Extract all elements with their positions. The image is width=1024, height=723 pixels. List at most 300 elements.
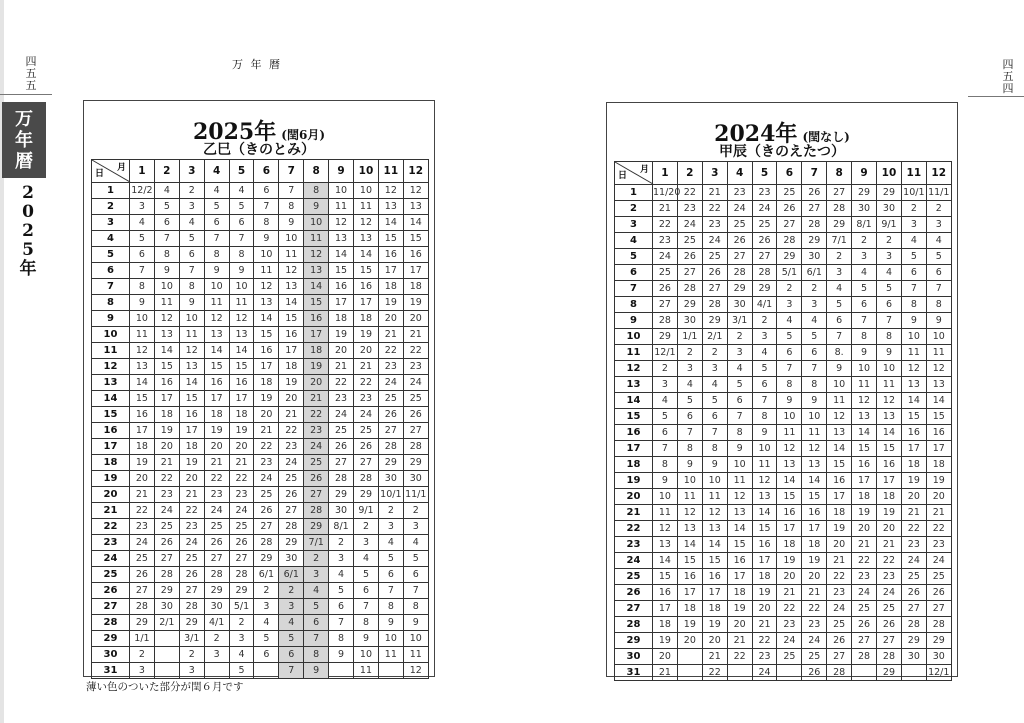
lunar-date-cell: 7 xyxy=(204,231,229,247)
lunar-date-cell: 30 xyxy=(279,551,304,567)
lunar-date-cell: 7 xyxy=(727,409,752,425)
lunar-date-cell: 28 xyxy=(852,649,877,665)
lunar-date-cell: 28 xyxy=(827,665,852,681)
lunar-date-cell: 9/1 xyxy=(877,217,902,233)
lunar-date-cell xyxy=(154,647,179,663)
lunar-date-cell: 12 xyxy=(802,441,827,457)
lunar-date-cell: 14 xyxy=(329,247,354,263)
table-row xyxy=(92,263,429,279)
lunar-date-cell: 29 xyxy=(204,583,229,599)
lunar-date-cell: 21 xyxy=(179,487,204,503)
table-corner-header xyxy=(92,160,130,183)
lunar-date-cell: 5 xyxy=(752,361,777,377)
lunar-date-cell: 5 xyxy=(130,231,155,247)
lunar-date-cell: 15 xyxy=(204,359,229,375)
lunar-date-cell: 19 xyxy=(877,505,902,521)
lunar-date-cell: 4 xyxy=(154,183,179,199)
lunar-date-cell xyxy=(677,665,702,681)
lunar-date-cell: 10 xyxy=(154,279,179,295)
lunar-date-cell: 15 xyxy=(378,231,403,247)
table-row xyxy=(92,599,429,615)
lunar-date-cell: 17 xyxy=(926,441,951,457)
lunar-date-cell: 14 xyxy=(877,425,902,441)
lunar-date-cell: 8 xyxy=(154,247,179,263)
section-tab-char: 年 xyxy=(15,129,33,151)
table-row xyxy=(615,489,952,505)
day-label: 17 xyxy=(92,439,130,455)
lunar-date-cell: 19 xyxy=(653,633,678,649)
lunar-date-cell: 15 xyxy=(653,569,678,585)
lunar-date-cell: 23 xyxy=(254,455,279,471)
day-label: 9 xyxy=(92,311,130,327)
lunar-date-cell: 11 xyxy=(229,295,254,311)
lunar-date-cell: 6 xyxy=(204,215,229,231)
lunar-date-cell: 11 xyxy=(852,377,877,393)
day-label: 23 xyxy=(615,537,653,553)
lunar-date-cell: 11 xyxy=(279,247,304,263)
lunar-date-cell: 29 xyxy=(329,487,354,503)
lunar-date-cell: 29 xyxy=(304,519,329,535)
lunar-date-cell: 9 xyxy=(130,295,155,311)
lunar-date-cell: 27 xyxy=(777,217,802,233)
lunar-date-cell: 29 xyxy=(130,615,155,631)
lunar-date-cell: 21 xyxy=(802,585,827,601)
table-row xyxy=(615,649,952,665)
lunar-date-cell: 10 xyxy=(279,231,304,247)
lunar-date-cell: 8/1 xyxy=(329,519,354,535)
lunar-date-cell: 14 xyxy=(279,295,304,311)
lunar-date-cell: 26 xyxy=(802,665,827,681)
lunar-date-cell: 21 xyxy=(777,585,802,601)
lunar-date-cell: 30 xyxy=(154,599,179,615)
lunar-date-cell: 7 xyxy=(926,281,951,297)
lunar-date-cell: 5 xyxy=(403,551,428,567)
lunar-date-cell xyxy=(329,663,354,679)
lunar-date-cell: 14 xyxy=(802,473,827,489)
lunar-date-cell: 19 xyxy=(354,327,379,343)
lunar-date-cell: 5 xyxy=(279,631,304,647)
lunar-date-cell: 15 xyxy=(229,359,254,375)
lunar-date-cell: 23 xyxy=(154,487,179,503)
day-label: 21 xyxy=(92,503,130,519)
lunar-date-cell: 21 xyxy=(329,359,354,375)
lunar-date-cell: 23 xyxy=(926,537,951,553)
lunar-date-cell: 21 xyxy=(901,505,926,521)
table-row xyxy=(615,601,952,617)
table-row xyxy=(615,393,952,409)
lunar-date-cell: 22 xyxy=(329,375,354,391)
table-row xyxy=(92,471,429,487)
lunar-date-cell: 9 xyxy=(279,215,304,231)
lunar-date-cell: 4 xyxy=(852,265,877,281)
lunar-date-cell: 18 xyxy=(852,489,877,505)
lunar-date-cell: 24 xyxy=(653,249,678,265)
lunar-date-cell: 3 xyxy=(254,599,279,615)
lunar-date-cell: 3 xyxy=(279,599,304,615)
day-label: 31 xyxy=(615,665,653,681)
lunar-date-cell: 4 xyxy=(229,647,254,663)
lunar-date-cell: 22 xyxy=(130,503,155,519)
lunar-date-cell: 7 xyxy=(378,583,403,599)
lunar-date-cell: 17 xyxy=(229,391,254,407)
day-label: 25 xyxy=(615,569,653,585)
month-header: 7 xyxy=(279,160,304,183)
lunar-date-cell: 17 xyxy=(179,423,204,439)
lunar-date-cell: 5 xyxy=(154,199,179,215)
lunar-date-cell: 6 xyxy=(229,215,254,231)
day-label: 19 xyxy=(615,473,653,489)
lunar-date-cell: 25 xyxy=(378,391,403,407)
lunar-date-cell: 11 xyxy=(702,489,727,505)
lunar-date-cell: 7 xyxy=(154,231,179,247)
lunar-date-cell: 8 xyxy=(877,329,902,345)
lunar-date-cell: 6 xyxy=(378,567,403,583)
lunar-date-cell: 8 xyxy=(901,297,926,313)
lunar-date-cell: 23 xyxy=(877,569,902,585)
lunar-date-cell: 12 xyxy=(653,521,678,537)
table-row xyxy=(615,633,952,649)
lunar-date-cell: 15 xyxy=(677,553,702,569)
lunar-date-cell: 11/1 xyxy=(403,487,428,503)
day-label: 14 xyxy=(92,391,130,407)
lunar-date-cell: 16 xyxy=(204,375,229,391)
lunar-date-cell: 9 xyxy=(752,425,777,441)
lunar-date-cell: 24 xyxy=(926,553,951,569)
lunar-date-cell: 20 xyxy=(752,601,777,617)
lunar-date-cell: 5 xyxy=(877,281,902,297)
day-label: 7 xyxy=(92,279,130,295)
lunar-date-cell: 3 xyxy=(752,329,777,345)
lunar-date-cell: 23 xyxy=(130,519,155,535)
lunar-date-cell: 19 xyxy=(777,553,802,569)
lunar-date-cell: 27 xyxy=(279,503,304,519)
lunar-date-cell: 18 xyxy=(279,359,304,375)
day-label: 13 xyxy=(92,375,130,391)
lunar-date-cell: 4 xyxy=(727,361,752,377)
lunar-date-cell: 29 xyxy=(727,281,752,297)
lunar-date-cell: 19 xyxy=(852,505,877,521)
table-row xyxy=(615,345,952,361)
lunar-date-cell: 16 xyxy=(229,375,254,391)
lunar-date-cell: 8 xyxy=(677,441,702,457)
month-header: 4 xyxy=(727,162,752,185)
lunar-date-cell: 15 xyxy=(802,489,827,505)
table-row xyxy=(615,425,952,441)
lunar-date-cell: 4 xyxy=(329,567,354,583)
lunar-date-cell: 5 xyxy=(802,329,827,345)
page-number-char: 五 xyxy=(1002,70,1014,83)
lunar-date-cell: 3 xyxy=(329,551,354,567)
lunar-date-cell: 18 xyxy=(677,601,702,617)
lunar-date-cell: 23 xyxy=(279,439,304,455)
lunar-date-cell: 6 xyxy=(877,297,902,313)
day-label: 30 xyxy=(615,649,653,665)
lunar-date-cell: 20 xyxy=(852,521,877,537)
lunar-date-cell: 26 xyxy=(329,439,354,455)
lunar-date-cell: 9 xyxy=(229,263,254,279)
lunar-date-cell: 5 xyxy=(304,599,329,615)
table-row xyxy=(92,439,429,455)
lunar-date-cell: 23 xyxy=(702,217,727,233)
month-header: 7 xyxy=(802,162,827,185)
lunar-date-cell: 24 xyxy=(378,375,403,391)
lunar-date-cell: 2 xyxy=(130,647,155,663)
lunar-date-cell: 27 xyxy=(304,487,329,503)
day-label: 11 xyxy=(615,345,653,361)
lunar-date-cell: 20 xyxy=(727,617,752,633)
lunar-date-cell: 15 xyxy=(877,441,902,457)
lunar-date-cell: 19 xyxy=(179,455,204,471)
day-label: 12 xyxy=(92,359,130,375)
lunar-date-cell: 23 xyxy=(827,585,852,601)
day-label: 4 xyxy=(92,231,130,247)
lunar-date-cell: 22 xyxy=(653,217,678,233)
lunar-date-cell: 28 xyxy=(752,265,777,281)
lunar-date-cell: 6 xyxy=(354,583,379,599)
lunar-date-cell: 19 xyxy=(702,617,727,633)
lunar-date-cell: 9/1 xyxy=(354,503,379,519)
lunar-date-cell: 21 xyxy=(852,537,877,553)
lunar-date-cell: 17 xyxy=(653,601,678,617)
table-row xyxy=(92,487,429,503)
lunar-date-cell: 13 xyxy=(229,327,254,343)
lunar-date-cell: 8 xyxy=(926,297,951,313)
lunar-date-cell: 13 xyxy=(130,359,155,375)
lunar-date-cell: 2 xyxy=(378,503,403,519)
lunar-date-cell: 11 xyxy=(727,473,752,489)
lunar-date-cell: 19 xyxy=(403,295,428,311)
month-header: 11 xyxy=(901,162,926,185)
lunar-date-cell: 17 xyxy=(852,473,877,489)
lunar-date-cell: 24 xyxy=(677,217,702,233)
lunar-date-cell: 13 xyxy=(179,359,204,375)
lunar-date-cell: 23 xyxy=(378,359,403,375)
lunar-date-cell: 5 xyxy=(229,663,254,679)
lunar-date-cell: 16 xyxy=(254,343,279,359)
lunar-date-cell: 20 xyxy=(378,311,403,327)
lunar-date-cell: 2 xyxy=(329,535,354,551)
lunar-date-cell: 11 xyxy=(926,345,951,361)
lunar-date-cell: 18 xyxy=(130,439,155,455)
lunar-date-cell: 23 xyxy=(403,359,428,375)
lunar-date-cell: 2 xyxy=(852,233,877,249)
lunar-date-cell: 2 xyxy=(877,233,902,249)
lunar-date-cell: 2 xyxy=(727,329,752,345)
lunar-date-cell: 20 xyxy=(229,439,254,455)
lunar-date-cell: 15 xyxy=(852,441,877,457)
lunar-date-cell: 16 xyxy=(901,425,926,441)
day-label: 4 xyxy=(615,233,653,249)
lunar-date-cell: 27 xyxy=(403,423,428,439)
lunar-date-cell: 28 xyxy=(229,567,254,583)
lunar-date-cell: 11 xyxy=(254,263,279,279)
lunar-date-cell: 26 xyxy=(403,407,428,423)
lunar-date-cell: 25 xyxy=(802,649,827,665)
lunar-date-cell: 10/1 xyxy=(378,487,403,503)
lunar-date-cell: 8 xyxy=(130,279,155,295)
lunar-date-cell: 10 xyxy=(852,361,877,377)
lunar-date-cell: 28 xyxy=(802,217,827,233)
lunar-date-cell: 14 xyxy=(702,537,727,553)
table-corner-header xyxy=(615,162,653,185)
lunar-date-cell: 10 xyxy=(926,329,951,345)
lunar-date-cell: 8 xyxy=(179,279,204,295)
lunar-date-cell: 22 xyxy=(827,569,852,585)
lunar-date-cell: 25 xyxy=(702,249,727,265)
day-label: 1 xyxy=(92,183,130,199)
lunar-date-cell: 7 xyxy=(304,631,329,647)
lunar-date-cell: 19 xyxy=(229,423,254,439)
lunar-date-cell: 28 xyxy=(279,519,304,535)
lunar-date-cell: 14 xyxy=(154,343,179,359)
month-header: 8 xyxy=(827,162,852,185)
lunar-date-cell: 21 xyxy=(403,327,428,343)
lunar-date-cell: 11 xyxy=(677,489,702,505)
lunar-date-cell: 27 xyxy=(204,551,229,567)
lunar-date-cell: 27 xyxy=(877,633,902,649)
lunar-date-cell: 30 xyxy=(403,471,428,487)
lunar-date-cell: 3 xyxy=(403,519,428,535)
lunar-date-cell xyxy=(677,649,702,665)
lunar-date-cell: 14 xyxy=(179,375,204,391)
lunar-date-cell: 12 xyxy=(279,263,304,279)
lunar-date-cell: 14 xyxy=(378,215,403,231)
lunar-date-cell: 23 xyxy=(653,233,678,249)
lunar-date-cell: 5 xyxy=(204,199,229,215)
lunar-date-cell: 16 xyxy=(378,247,403,263)
lunar-date-cell: 16 xyxy=(304,311,329,327)
lunar-date-cell: 25 xyxy=(229,519,254,535)
lunar-date-cell: 19 xyxy=(752,585,777,601)
lunar-date-cell: 4 xyxy=(378,535,403,551)
lunar-date-cell: 24 xyxy=(329,407,354,423)
lunar-date-cell: 19 xyxy=(130,455,155,471)
lunar-date-cell: 3 xyxy=(802,297,827,313)
lunar-date-cell: 14 xyxy=(653,553,678,569)
table-row xyxy=(92,359,429,375)
lunar-date-cell: 27 xyxy=(702,281,727,297)
lunar-date-cell: 26 xyxy=(727,233,752,249)
lunar-date-cell: 19 xyxy=(827,521,852,537)
day-label: 15 xyxy=(615,409,653,425)
lunar-date-cell: 16 xyxy=(727,553,752,569)
lunar-date-cell: 14 xyxy=(901,393,926,409)
lunar-date-cell: 2/1 xyxy=(154,615,179,631)
table-row xyxy=(92,391,429,407)
table-row xyxy=(615,297,952,313)
lunar-date-cell: 24 xyxy=(901,553,926,569)
lunar-date-cell: 16 xyxy=(702,569,727,585)
lunar-date-cell: 12 xyxy=(354,215,379,231)
lunar-date-cell: 16 xyxy=(926,425,951,441)
month-header: 1 xyxy=(653,162,678,185)
day-label: 27 xyxy=(92,599,130,615)
lunar-date-cell: 12 xyxy=(254,279,279,295)
table-row xyxy=(92,583,429,599)
day-label: 12 xyxy=(615,361,653,377)
lunar-date-cell: 5 xyxy=(727,377,752,393)
month-header: 6 xyxy=(777,162,802,185)
table-row xyxy=(615,265,952,281)
lunar-date-cell: 28 xyxy=(154,567,179,583)
lunar-date-cell: 2 xyxy=(229,615,254,631)
lunar-date-cell: 25 xyxy=(677,233,702,249)
lunar-date-cell: 9 xyxy=(926,313,951,329)
table-row xyxy=(92,615,429,631)
lunar-date-cell: 23 xyxy=(229,487,254,503)
lunar-date-cell: 6 xyxy=(653,425,678,441)
lunar-date-cell: 21 xyxy=(354,359,379,375)
lunar-date-cell: 18 xyxy=(254,375,279,391)
lunar-date-cell: 21 xyxy=(702,185,727,201)
lunar-date-cell: 21 xyxy=(653,201,678,217)
lunar-date-cell: 21 xyxy=(926,505,951,521)
lunar-date-cell: 26 xyxy=(852,617,877,633)
lunar-date-cell: 6/1 xyxy=(802,265,827,281)
lunar-date-cell: 22 xyxy=(279,423,304,439)
lunar-date-cell: 28 xyxy=(304,503,329,519)
lunar-date-cell xyxy=(154,663,179,679)
lunar-date-cell xyxy=(254,663,279,679)
lunar-date-cell: 21 xyxy=(254,423,279,439)
lunar-date-cell: 19 xyxy=(727,601,752,617)
calendar-year: 2025年 xyxy=(192,119,277,145)
year-char: 年 xyxy=(19,259,37,279)
lunar-date-cell: 18 xyxy=(403,279,428,295)
lunar-date-cell: 1/1 xyxy=(130,631,155,647)
lunar-date-cell: 30 xyxy=(727,297,752,313)
day-label: 13 xyxy=(615,377,653,393)
lunar-date-cell: 17 xyxy=(802,521,827,537)
lunar-date-cell: 9 xyxy=(179,295,204,311)
day-label: 28 xyxy=(92,615,130,631)
lunar-date-cell: 4 xyxy=(653,393,678,409)
lunar-date-cell: 14 xyxy=(752,505,777,521)
lunar-date-cell: 7 xyxy=(329,615,354,631)
lunar-date-cell: 22 xyxy=(254,439,279,455)
lunar-date-cell: 9 xyxy=(329,647,354,663)
lunar-date-cell: 10 xyxy=(130,311,155,327)
lunar-date-cell: 9 xyxy=(378,615,403,631)
lunar-date-cell: 10 xyxy=(702,473,727,489)
lunar-date-cell: 13 xyxy=(653,537,678,553)
lunar-date-cell: 26 xyxy=(154,535,179,551)
lunar-date-cell: 18 xyxy=(304,343,329,359)
lunar-date-cell: 18 xyxy=(229,407,254,423)
lunar-date-cell: 6 xyxy=(304,615,329,631)
lunar-date-cell: 22 xyxy=(727,649,752,665)
lunar-date-cell: 11 xyxy=(378,647,403,663)
table-row xyxy=(615,585,952,601)
lunar-date-cell: 22 xyxy=(852,553,877,569)
lunar-date-cell: 29 xyxy=(279,535,304,551)
lunar-date-cell: 13 xyxy=(378,199,403,215)
lunar-date-cell: 15 xyxy=(154,359,179,375)
lunar-date-cell: 29 xyxy=(877,665,902,681)
lunar-date-cell: 14 xyxy=(130,375,155,391)
table-row xyxy=(615,281,952,297)
day-label: 6 xyxy=(92,263,130,279)
lunar-date-cell: 18 xyxy=(329,311,354,327)
lunar-date-cell: 13 xyxy=(154,327,179,343)
month-header: 6 xyxy=(254,160,279,183)
day-label: 29 xyxy=(615,633,653,649)
lunar-date-cell: 22 xyxy=(926,521,951,537)
lunar-date-cell: 19 xyxy=(304,359,329,375)
lunar-date-cell: 25 xyxy=(777,185,802,201)
corner-day-label: 日 xyxy=(618,171,628,181)
lunar-date-cell: 9 xyxy=(802,393,827,409)
